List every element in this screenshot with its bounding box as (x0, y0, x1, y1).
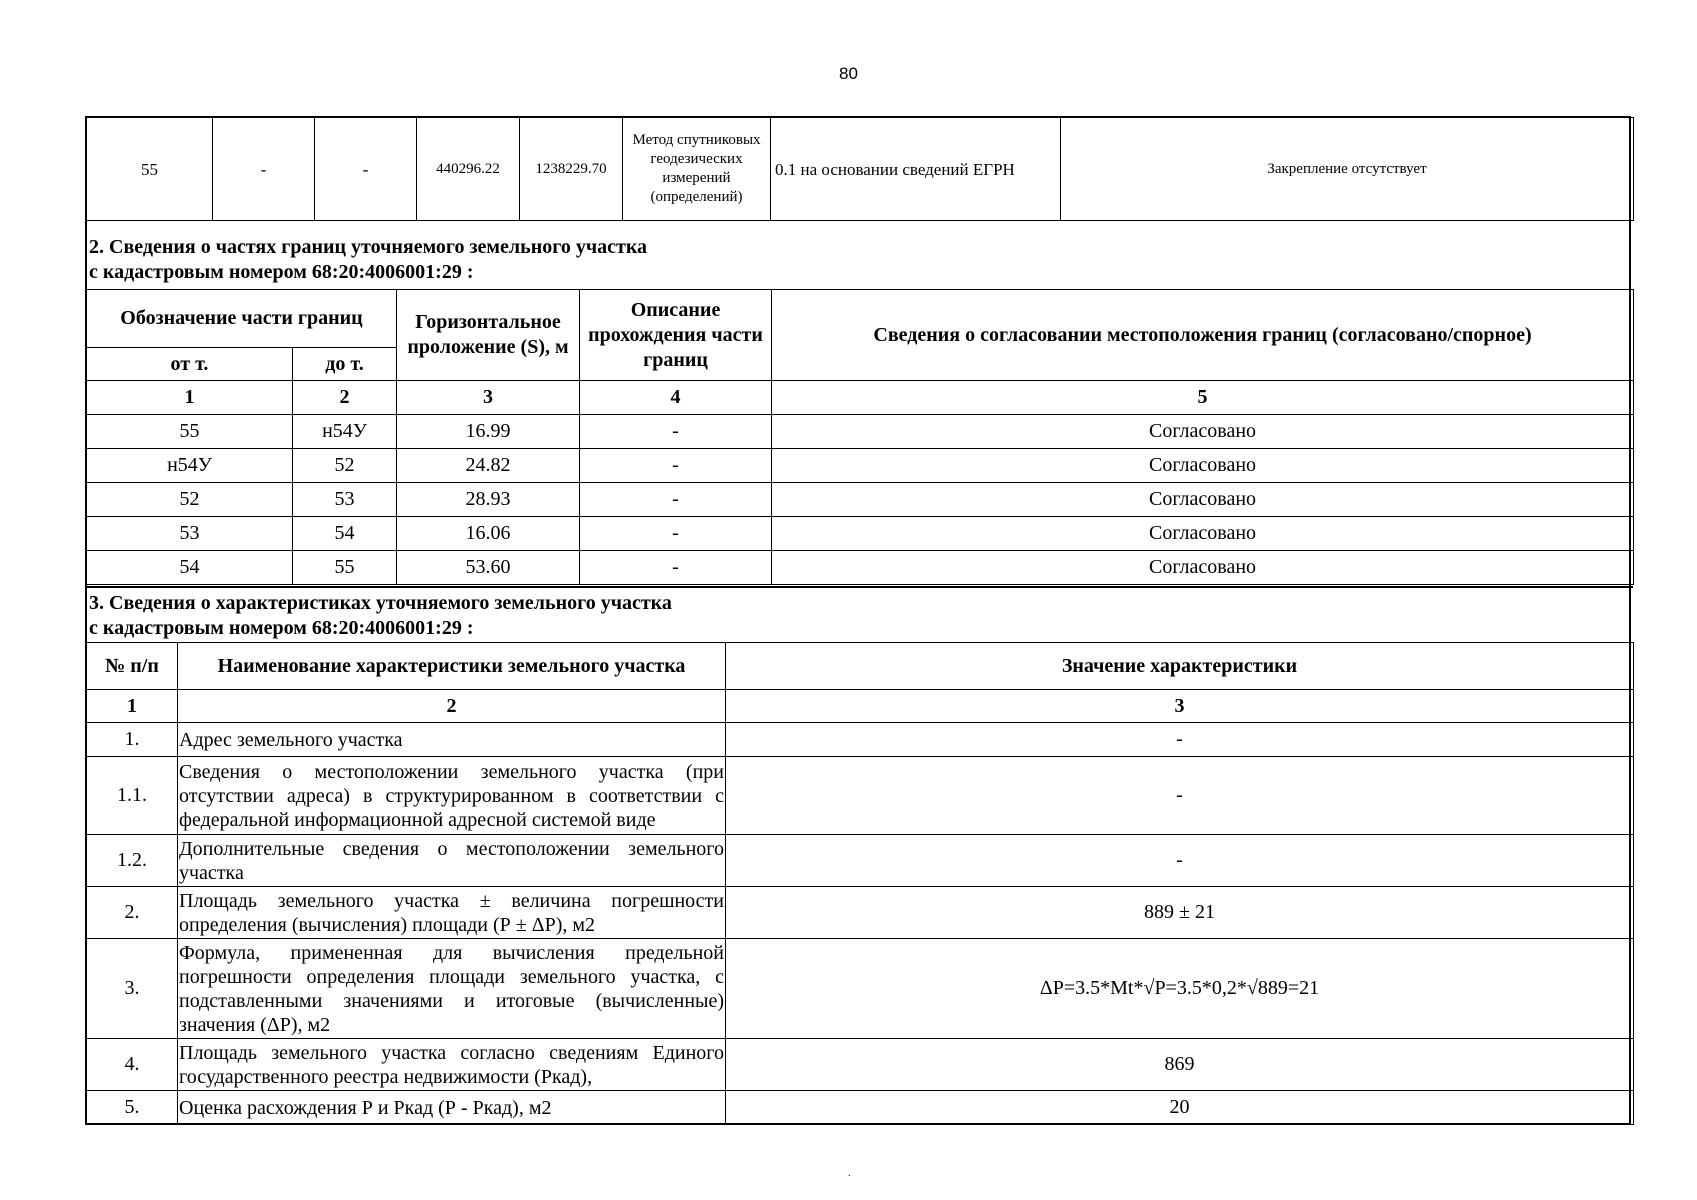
row-number: 2. (87, 887, 178, 939)
from-point: 52 (87, 483, 293, 517)
description-header: Описание прохождения части границ (580, 290, 772, 381)
horizontal-distance: 53.60 (397, 551, 580, 585)
table-row (87, 517, 1634, 551)
value-header: Значение характеристики (726, 643, 1634, 690)
characteristic-value: - (726, 835, 1634, 887)
table-header-row (87, 643, 1634, 690)
num-header: № п/п (87, 643, 178, 690)
footer-mark: . (848, 1168, 851, 1179)
horizontal-distance: 16.06 (397, 517, 580, 551)
section3-title-line2: с кадастровым номером 68:20:4006001:29 : (89, 617, 474, 639)
row-number: 1.1. (87, 757, 178, 835)
column-numbers-row (87, 381, 1634, 415)
table-row (87, 887, 1634, 939)
table-row (87, 449, 1634, 483)
horizontal-header: Горизонтальное проложение (S), м (397, 290, 580, 381)
table-row (87, 1039, 1634, 1091)
from-point: 53 (87, 517, 293, 551)
to-point: 55 (293, 551, 397, 585)
from-point: 54 (87, 551, 293, 585)
agreement-header: Сведения о согласовании местоположения границ (согласовано/спорное) (772, 290, 1634, 381)
horizontal-distance: 16.99 (397, 415, 580, 449)
coord-x: 440296.22 (417, 118, 520, 221)
table-row (87, 551, 1634, 585)
characteristic-name: Площадь земельного участка ± величина погрешности определения (вычисления) площади (Р ± ΔР), м2 (178, 887, 726, 939)
characteristics-table (86, 642, 1634, 1125)
section-divider (86, 586, 1633, 588)
characteristic-name: Адрес земельного участка (178, 723, 726, 757)
to-point: н54У (293, 415, 397, 449)
col-number: 3 (726, 690, 1634, 723)
row-number: 1. (87, 723, 178, 757)
to-point: 53 (293, 483, 397, 517)
characteristic-name: Дополнительные сведения о местоположении земельного участка (178, 835, 726, 887)
characteristic-value: - (726, 757, 1634, 835)
cell-dash: - (315, 118, 417, 221)
point-number: 55 (87, 118, 213, 221)
table-row (87, 757, 1634, 835)
characteristic-name: Площадь земельного участка согласно сведениям Единого государственного реестра недвижимости (Ркад), (178, 1039, 726, 1091)
characteristic-value: 20 (726, 1091, 1634, 1125)
description-cell: - (580, 415, 772, 449)
to-point: 52 (293, 449, 397, 483)
coordinates-table (86, 117, 1634, 221)
description-cell: - (580, 483, 772, 517)
to-point: 54 (293, 517, 397, 551)
from-header: от т. (87, 348, 293, 381)
cell-dash: - (213, 118, 315, 221)
section2-title (89, 235, 647, 285)
description-cell: - (580, 449, 772, 483)
column-numbers-row (87, 690, 1634, 723)
description-cell: - (580, 551, 772, 585)
table-row (87, 118, 1634, 221)
horizontal-distance: 24.82 (397, 449, 580, 483)
table-row (87, 723, 1634, 757)
method-cell: Метод спутниковых геодезических измерений (определений) (623, 118, 771, 221)
page-number: 80 (839, 64, 858, 83)
boundary-parts-table (86, 289, 1634, 585)
col-number: 1 (87, 381, 293, 415)
characteristic-value: ΔP=3.5*Mt*√P=3.5*0,2*√889=21 (726, 939, 1634, 1039)
table-header-row (87, 290, 1634, 348)
row-number: 3. (87, 939, 178, 1039)
agreement-status: Согласовано (772, 551, 1634, 585)
table-row (87, 415, 1634, 449)
table-row (87, 939, 1634, 1039)
from-point: 55 (87, 415, 293, 449)
fixation-cell: Закрепление отсутствует (1061, 118, 1634, 221)
col-number: 3 (397, 381, 580, 415)
col-number: 5 (772, 381, 1634, 415)
accuracy-cell: 0.1 на основании сведений ЕГРН (771, 118, 1061, 221)
description-cell: - (580, 517, 772, 551)
from-point: н54У (87, 449, 293, 483)
coord-y: 1238229.70 (520, 118, 623, 221)
to-header: до т. (293, 348, 397, 381)
name-header: Наименование характеристики земельного участка (178, 643, 726, 690)
agreement-status: Согласовано (772, 517, 1634, 551)
characteristic-name: Формула, примененная для вычисления предельной погрешности определения площади земельного участка, с подставленными значениями и итоговые (вычисленные) значения (ΔР), м2 (178, 939, 726, 1039)
section2-title-line1: 2. Сведения о частях границ уточняемого земельного участка (89, 236, 648, 258)
agreement-status: Согласовано (772, 449, 1634, 483)
section3-title-line1: 3. Сведения о характеристиках уточняемого земельного участка (89, 592, 672, 614)
row-number: 4. (87, 1039, 178, 1091)
col-number: 2 (178, 690, 726, 723)
horizontal-distance: 28.93 (397, 483, 580, 517)
table-row (87, 483, 1634, 517)
agreement-status: Согласовано (772, 483, 1634, 517)
row-number: 1.2. (87, 835, 178, 887)
characteristic-value: 869 (726, 1039, 1634, 1091)
characteristic-value: 889 ± 21 (726, 887, 1634, 939)
agreement-status: Согласовано (772, 415, 1634, 449)
characteristic-name: Сведения о местоположении земельного участка (при отсутствии адреса) в структурированном в соответствии с федеральной информационной адресной системой виде (178, 757, 726, 835)
section3-title (89, 591, 672, 641)
col-number: 1 (87, 690, 178, 723)
row-number: 5. (87, 1091, 178, 1125)
characteristic-name: Оценка расхождения Р и Ркад (Р - Ркад), м2 (178, 1091, 726, 1125)
col-number: 2 (293, 381, 397, 415)
table-row (87, 835, 1634, 887)
characteristic-value: - (726, 723, 1634, 757)
section2-title-line2: с кадастровым номером 68:20:4006001:29 : (89, 261, 474, 283)
table-row (87, 1091, 1634, 1125)
col-number: 4 (580, 381, 772, 415)
designation-header: Обозначение части границ (87, 290, 397, 348)
